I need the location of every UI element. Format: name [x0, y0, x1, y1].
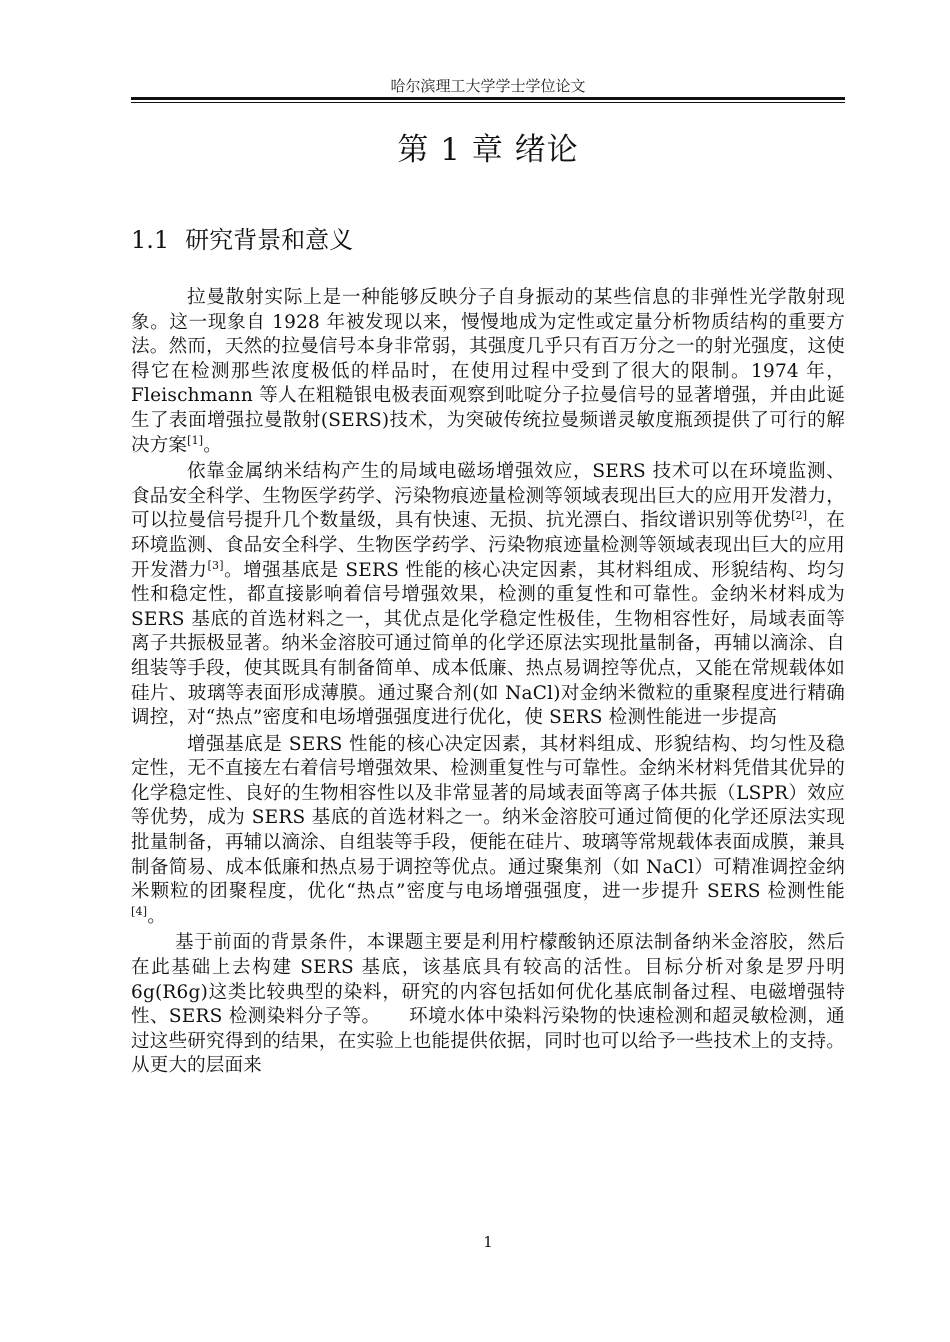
page-number: 1: [483, 1233, 493, 1251]
paragraph-1-tail: 。: [203, 434, 222, 456]
citation-3[interactable]: [3]: [207, 558, 224, 572]
paragraph-4: [131, 931, 845, 1079]
body-text: [131, 286, 845, 1079]
citation-1[interactable]: [1]: [187, 433, 204, 447]
paragraph-2-text-a: 依靠金属纳米结构产生的局域电磁场增强效应，SERS 技术可以在环境监测、食品安全科学、生物医学药学、污染物痕迹量检测等领域表现出巨大的应用开发潜力，可以拉曼信号提升几个数量级，具有快速、无损、抗光漂白、指纹谱识别等优势: [131, 461, 845, 532]
paragraph-2-text-b: ，在环境监测、食品安全科学、生物医学药学、污染物痕迹量检测等领域表现出巨大的应用开发潜力: [131, 510, 845, 581]
citation-2[interactable]: [2]: [791, 509, 808, 523]
chapter-title: 第 1 章 绪论: [397, 132, 579, 168]
section-title: 研究背景和意义: [185, 226, 354, 254]
header-rule-thin: [131, 102, 845, 103]
paragraph-2-text-c: 。增强基底是 SERS 性能的核心决定因素，其材料组成、形貌结构、均匀性和稳定性，都直接影响着信号增强效果，检测的重复性和可靠性。金纳米材料成为 SERS 基底的首选材料之一，其优点是化学稳定性极佳，生物相容性好，局域表面等离子共振极显著。纳米金溶胶可通过简单的化学还原法实现批量制备，再辅以滴涂、自组装等手段，使其既具有制备简单、成本低廉、热点易调控等优点，又能在常规载体如硅片、玻璃等表面形成薄膜。通过聚合剂(如 NaCl)对金纳米微粒的重聚程度进行精确调控，对“热点”密度和电场增强强度进行优化，使 SERS 检测性能进一步提高: [131, 559, 845, 729]
paragraph-3-tail: 。: [147, 905, 166, 927]
paragraph-1: [131, 286, 845, 458]
header-rule: [131, 97, 845, 100]
running-header: 哈尔滨理工大学学士学位论文: [390, 77, 586, 95]
paragraph-2: [131, 460, 845, 731]
paragraph-3-text: 增强基底是 SERS 性能的核心决定因素，其材料组成、形貌结构、均匀性及稳定性，无不直接左右着信号增强效果、检测重复性与可靠性。金纳米材料凭借其优异的化学稳定性、良好的生物相容性以及非常显著的局域表面等离子体共振（LSPR）效应等优势，成为 SERS 基底的首选材料之一。纳米金溶胶可通过简便的化学还原法实现批量制备，再辅以滴涂、自组装等手段，便能在硅片、玻璃等常规载体表面成膜，兼具制备简易、成本低廉和热点易于调控等优点。通过聚集剂（如 NaCl）可精准调控金纳米颗粒的团聚程度，优化“热点”密度与电场增强强度，进一步提升 SERS 检测性能: [131, 733, 845, 903]
paragraph-4-text: 基于前面的背景条件，本课题主要是利用柠檬酸钠还原法制备纳米金溶胶，然后在此基础上去构建 SERS 基底，该基底具有较高的活性。目标分析对象是罗丹明 6g(R6g)这类比较典型的染料，研究的内容包括如何优化基底制备过程、电磁增强特性、SERS 检测染料分子等。 环境水体中染料污染物的快速检测和超灵敏检测，通过这些研究得到的结果，在实验上也能提供依据，同时也可以给予一些技术上的支持。从更大的层面来: [131, 932, 845, 1077]
section-number: 1.1: [131, 226, 170, 254]
citation-4[interactable]: [4]: [131, 904, 148, 918]
paragraph-1-text: 拉曼散射实际上是一种能够反映分子自身振动的某些信息的非弹性光学散射现象。这一现象自 1928 年被发现以来，慢慢地成为定性或定量分析物质结构的重要方法。然而，天然的拉曼信号本身非常弱，其强度几乎只有百万分之一的射光强度，这使得它在检测那些浓度极低的样品时，在使用过程中受到了很大的限制。1974 年，Fleischmann 等人在粗糙银电极表面观察到吡啶分子拉曼信号的显著增强，并由此诞生了表面增强拉曼散射(SERS)技术，为突破传统拉曼频谱灵敏度瓶颈提供了可行的解决方案: [131, 287, 845, 456]
paragraph-3: [131, 733, 845, 930]
section-heading: [131, 224, 353, 256]
